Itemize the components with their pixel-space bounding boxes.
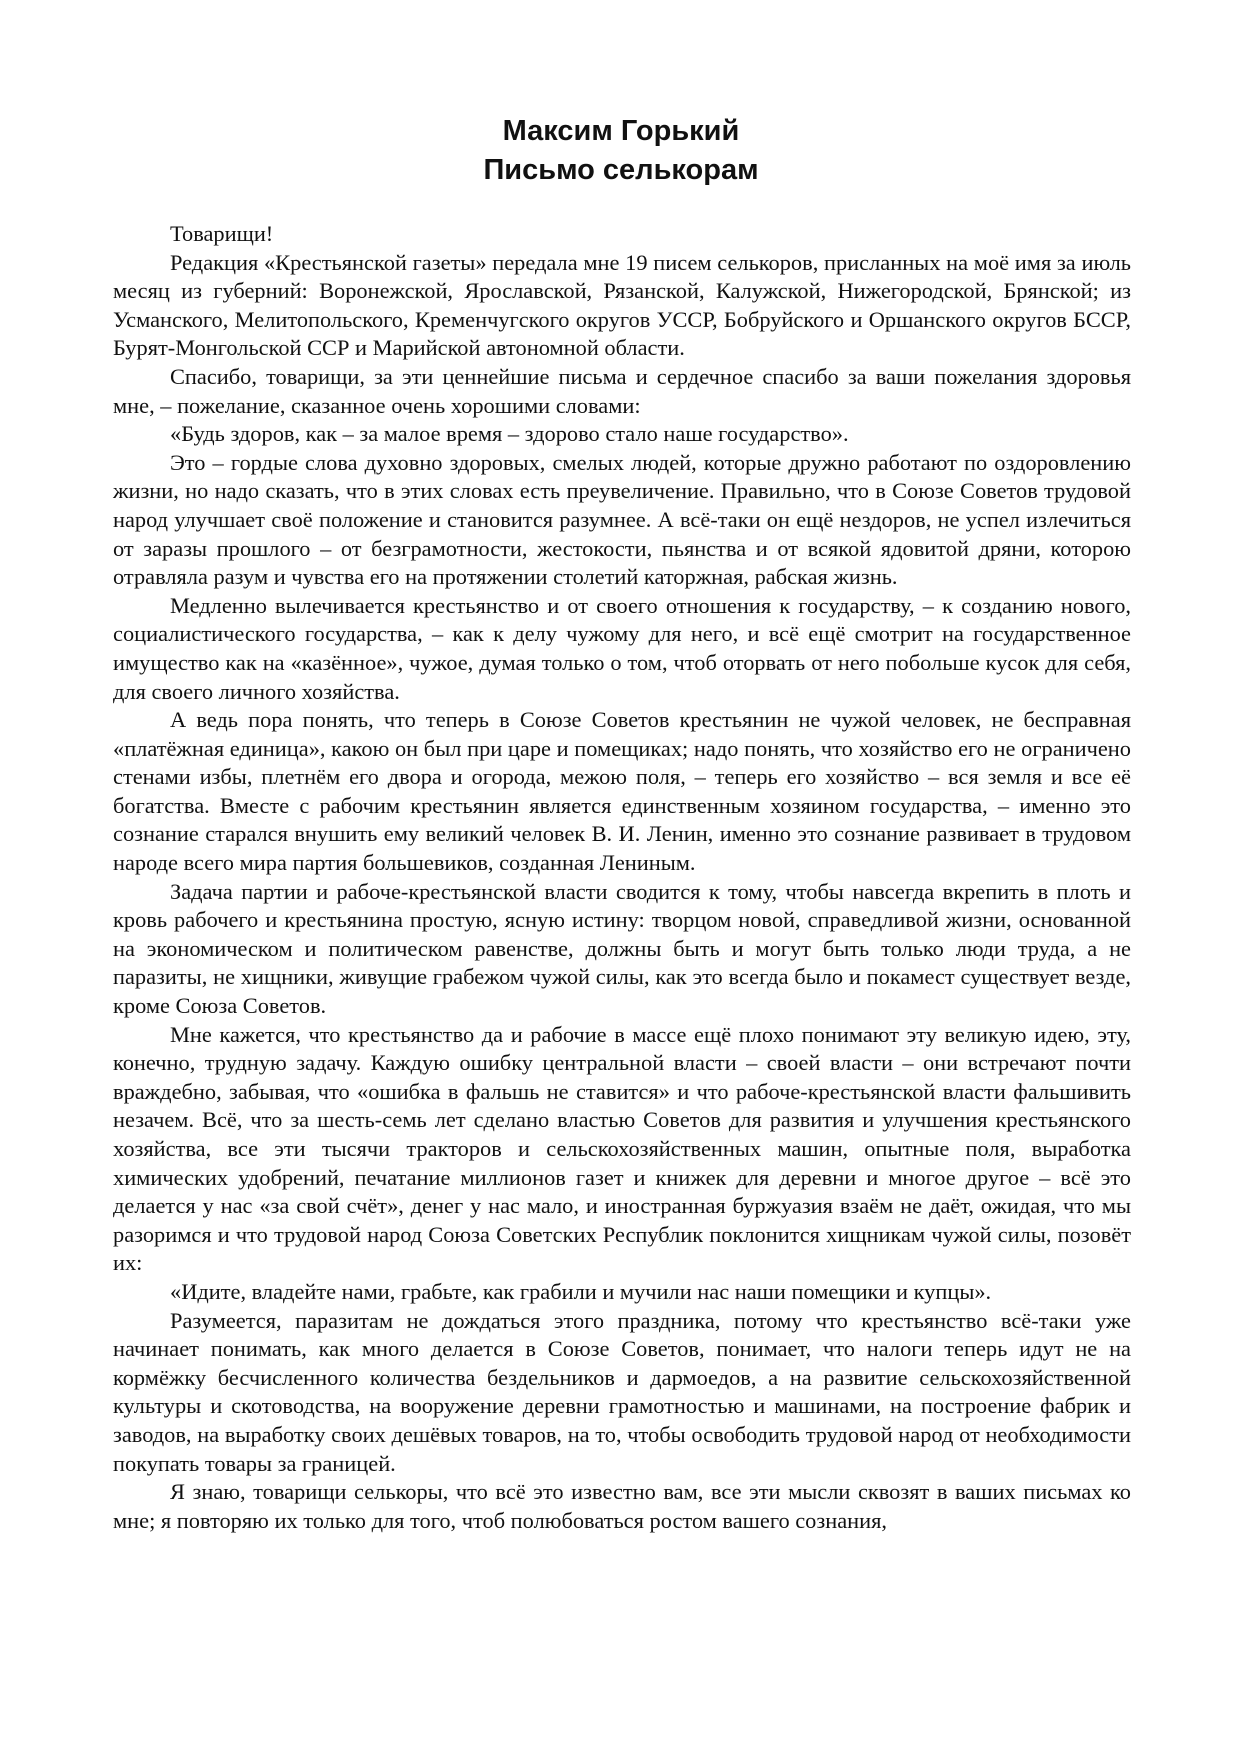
paragraph: Спасибо, товарищи, за эти ценнейшие письма и сердечное спасибо за ваши пожелания здоровья мне, – пожелание, сказанное очень хорошими словами: <box>113 363 1131 418</box>
paragraph: Медленно вылечивается крестьянство и от своего отношения к государству, – к созданию нового, социалистического государства, – как к делу чужому для него, и всё ещё смотрит на государственное имущество как на «казённое», чужое, думая только о том, чтоб оторвать от него побольше кусок для себя, для своего личного хозяйства. <box>113 592 1131 704</box>
body-text <box>113 220 1131 1535</box>
paragraph: Мне кажется, что крестьянство да и рабочие в массе ещё плохо понимают эту великую идею, эту, конечно, трудную задачу. Каждую ошибку центральной власти – своей власти – они встречают почти враждебно, забывая, что «ошибка в фальшь не ставится» и что рабоче-крестьянской власти фальшивить незачем. Всё, что за шесть-семь лет сделано властью Советов для развития и улучшения крестьянского хозяйства, все эти тысячи тракторов и сельскохозяйственных машин, опытные поля, выработка химических удобрений, печатание миллионов газет и книжек для деревни и многое другое – всё это делается у нас «за свой счёт», денег у нас мало, и иностранная буржуазия взаём не даёт, ожидая, что мы разоримся и что трудовой народ Союза Советских Республик поклонится хищникам чужой силы, позовёт их: <box>113 1021 1131 1276</box>
paragraph: Я знаю, товарищи селькоры, что всё это известно вам, все эти мысли сквозят в ваших письмах ко мне; я повторяю их только для того, чтоб полюбоваться ростом вашего сознания, <box>113 1479 1131 1533</box>
quote-paragraph: «Будь здоров, как – за малое время – здорово стало наше государство». <box>170 421 849 447</box>
title-block <box>0 112 1242 190</box>
paragraph: Товарищи! <box>170 221 274 246</box>
paragraph: Редакция «Крестьянской газеты» передала мне 19 писем селькоров, присланных на моё имя за июль месяц из губерний: Воронежской, Ярославской, Рязанской, Калужской, Нижегородской, Брянской; из Усманского, Мелитопольского, Кременчугского округов УССР, Бобруйского и Оршанского округов БССР, Бурят-Монгольской ССР и Марийской автономной области. <box>113 249 1131 361</box>
paragraph: Это – гордые слова духовно здоровых, смелых людей, которые дружно работают по оздоровлению жизни, но надо сказать, что в этих словах есть преувеличение. Правильно, что в Союзе Советов трудовой народ улучшает своё положение и становится разумнее. А всё-таки он ещё нездоров, не успел излечиться от заразы прошлого – от безграмотности, жестокости, пьянства и от всякой ядовитой дряни, которою отравляла разум и чувства его на протяжении столетий каторжная, рабская жизнь. <box>113 449 1131 590</box>
paragraph: Разумеется, паразитам не дождаться этого праздника, потому что крестьянство всё-таки уже начинает понимать, как много делается в Союзе Советов, понимает, что налоги теперь идут не на кормёжку бесчисленного количества бездельников и дармоедов, а на развитие сельскохозяйственной культуры и скотоводства, на вооружение деревни грамотностью и машинами, на построение фабрик и заводов, на выработку своих дешёвых товаров, на то, чтобы освободить трудовой народ от необходимости покупать товары за границей. <box>113 1307 1131 1476</box>
paragraph: Задача партии и рабоче-крестьянской власти сводится к тому, чтобы навсегда вкрепить в плоть и кровь рабочего и крестьянина простую, ясную истину: творцом новой, справедливой жизни, основанной на экономическом и политическом равенстве, должны быть и могут быть только люди труда, а не паразиты, не хищники, живущие грабежом чужой силы, как это всегда было и покамест существует везде, кроме Союза Советов. <box>113 878 1131 1019</box>
document-title: Письмо селькорам <box>483 154 759 186</box>
paragraph: А ведь пора понять, что теперь в Союзе Советов крестьянин не чужой человек, не бесправная «платёжная единица», какою он был при царе и помещиках; надо понять, что хозяйство его не ограничено стенами избы, плетнём его двора и огорода, межою поля, – теперь его хозяйство – вся земля и все её богатства. Вместе с рабочим крестьянин является единственным хозяином государства, – именно это сознание старался внушить ему великий человек В. И. Ленин, именно это сознание развивает в трудовом народе всего мира партия большевиков, созданная Лениным. <box>113 707 1131 876</box>
author-name: Максим Горький <box>502 115 740 147</box>
quote-paragraph: «Идите, владейте нами, грабьте, как грабили и мучили нас наши помещики и купцы». <box>170 1278 992 1304</box>
